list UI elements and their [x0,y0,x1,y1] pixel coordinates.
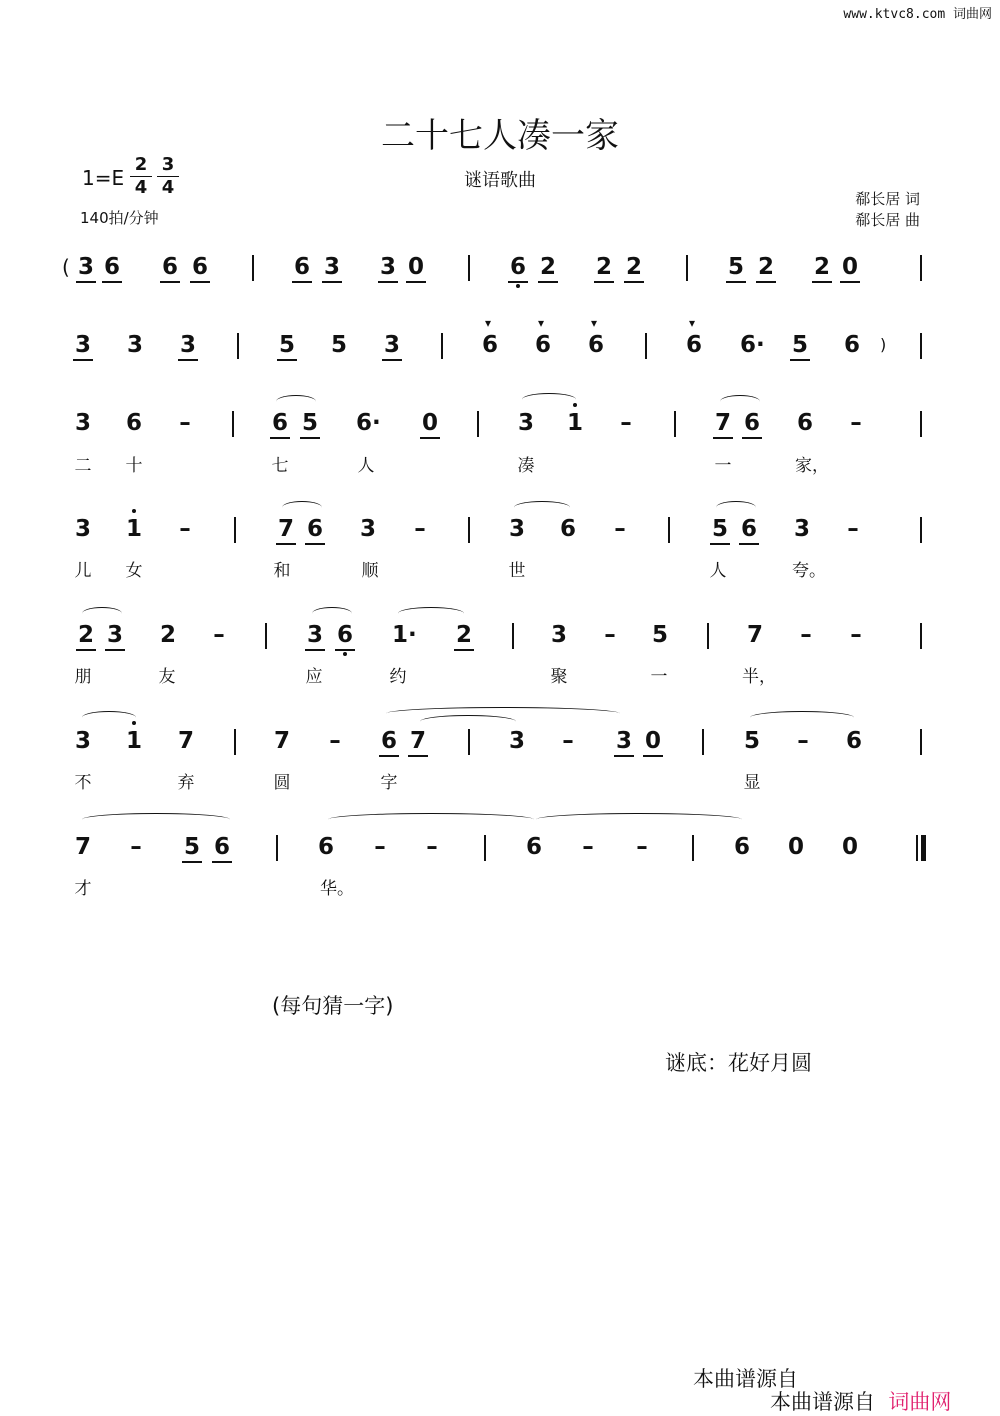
note: 3 [359,516,376,542]
lyric: 字 [380,773,398,793]
lyric: 顺 [361,561,379,581]
lyric: 一 [650,667,668,687]
note: 6· [740,332,765,358]
note: 3 [74,516,91,542]
lyric: 夸。 [792,561,826,581]
note: 1· [392,622,417,648]
note: ▾ 6 [586,331,606,359]
note: 6 [292,253,312,283]
lyric: 七 [271,456,289,476]
note: 7 [746,622,763,648]
note: – [850,410,862,436]
note: 5 [710,515,730,545]
score-row-2 [0,331,1000,371]
bar-line [232,411,234,437]
note: 0 [643,727,663,757]
score-row-4 [0,515,1000,555]
slur [522,393,576,406]
lyric: 家， [795,456,829,476]
note: 2 [756,253,776,283]
slur [420,715,516,728]
slur [276,395,316,408]
note: 3 [508,728,525,754]
note: 3 [793,516,810,542]
note: 2 [538,253,558,283]
note: 0 [787,834,804,860]
note: 2 [594,253,614,283]
bar-line [276,835,278,861]
lyric: 聚 [550,667,568,687]
score-row-3 [0,409,1000,449]
note: 3 [614,727,634,757]
lyric: 和 [273,561,291,581]
riddle-hint: (每句猜一字) [272,994,394,1018]
note: 3 [382,331,402,361]
footer-source-label: 本曲谱源自 [770,1390,875,1414]
note: 6 [742,409,762,439]
footer-source-shadow: 本曲谱源自 [693,1367,798,1391]
note: 5 [330,332,347,358]
note: 6 [508,253,528,283]
note: 6 [525,834,542,860]
note: 1 [566,410,583,436]
time-sig-numerator: 3 [161,154,175,175]
note: – [213,622,225,648]
lyric: 十 [125,456,143,476]
note: 3 [73,331,93,361]
note: 6 [317,834,334,860]
bar-line [920,729,922,755]
key-signature: 1=E [82,166,125,190]
lyric: 世 [508,561,526,581]
score-row-6 [0,727,1000,767]
site-watermark: www.ktvc8.com 词曲网 [843,7,992,22]
open-paren: ( [62,255,70,279]
bar-line [512,623,514,649]
note: – [179,516,191,542]
close-paren: ) [880,335,887,354]
note: 6 [160,253,180,283]
slur [514,501,570,514]
note: 6 [739,515,759,545]
note: 5 [743,728,760,754]
note: 0 [420,409,440,439]
note: 3 [74,410,91,436]
note: 0 [840,253,860,283]
note: 6 [845,728,862,754]
note: 3 [76,253,96,283]
slur [82,711,136,724]
note: 6 [733,834,750,860]
bar-line [477,411,479,437]
bar-line [468,255,470,281]
note: 5 [651,622,668,648]
song-title: 二十七人凑一家 [381,116,619,156]
note: – [604,622,616,648]
bar-line [920,517,922,543]
lyric: 人 [357,456,375,476]
note: – [426,834,438,860]
bar-line [645,333,647,359]
note: 1 [125,728,142,754]
note: 6 [796,410,813,436]
slur [716,501,756,514]
lyric: 才 [74,879,92,899]
bar-line [674,411,676,437]
slur [312,607,352,620]
note: – [797,728,809,754]
note: – [847,516,859,542]
slur [398,607,464,620]
note: 1 [125,516,142,542]
song-subtitle: 谜语歌曲 [464,170,536,191]
slur [282,501,322,514]
note: 6 [190,253,210,283]
note: 2 [812,253,832,283]
note: 6 [335,621,355,651]
note: 3 [378,253,398,283]
note: 5 [726,253,746,283]
note: 5 [277,331,297,361]
bar-line [252,255,254,281]
note: 6 [559,516,576,542]
bar-line [920,333,922,359]
slur [82,607,122,620]
note: ▾ 6 [480,331,500,359]
riddle-answer: 谜底：花好月圆 [665,1051,812,1075]
time-signature-3-4 [157,155,179,198]
note: 3 [517,410,534,436]
note: – [414,516,426,542]
note: 3 [74,728,91,754]
note: – [374,834,386,860]
note: 6 [102,253,122,283]
lyric: 圆 [273,773,291,793]
note: 6 [212,833,232,863]
note: 7 [276,515,296,545]
note: 5 [182,833,202,863]
lyric: 朋 [74,667,92,687]
note: 6· [356,410,381,436]
note: 3 [508,516,525,542]
bar-line [441,333,443,359]
slur [328,813,534,826]
note: ▾ 6 [684,331,704,359]
bar-line [237,333,239,359]
lyric: 不 [74,773,92,793]
bar-line [234,729,236,755]
bar-line [916,835,918,861]
lyric: 华。 [320,879,354,899]
note: – [130,834,142,860]
slur [536,813,742,826]
lyric: 儿 [74,561,92,581]
footer-source [770,1386,951,1416]
bar-line [702,729,704,755]
note: 0 [406,253,426,283]
note: 3 [550,622,567,648]
note: 0 [841,834,858,860]
note: 6 [305,515,325,545]
note: 7 [408,727,428,757]
note: – [636,834,648,860]
note: 6 [270,409,290,439]
note: – [562,728,574,754]
note: 2 [159,622,176,648]
lyric: 一 [714,456,732,476]
time-sig-numerator: 2 [134,154,148,175]
score-row-7 [0,833,1000,873]
bar-line [668,517,670,543]
lyric: 显 [743,773,761,793]
bar-line [707,623,709,649]
note: – [329,728,341,754]
lyric: 应 [305,667,323,687]
note: 3 [105,621,125,651]
slur [750,711,854,724]
slur [720,395,760,408]
footer-site-name: 词曲网 [888,1390,952,1414]
note: 7 [177,728,194,754]
lyric: 约 [389,667,407,687]
bar-line [265,623,267,649]
note: 7 [273,728,290,754]
note: – [800,622,812,648]
final-bar-line [921,835,926,861]
note: 2 [624,253,644,283]
tempo-marking: 140拍/分钟 [80,209,159,227]
note: – [614,516,626,542]
lyric: 二 [74,456,92,476]
lyric: 凑 [517,456,535,476]
bar-line [920,255,922,281]
note: 5 [300,409,320,439]
bar-line [484,835,486,861]
note: 3 [305,621,325,651]
bar-line [920,411,922,437]
note: – [582,834,594,860]
slur [82,813,230,826]
lyric: 友 [158,667,176,687]
bar-line [468,517,470,543]
note: – [179,410,191,436]
time-sig-denominator: 4 [161,177,175,198]
note: 6 [379,727,399,757]
note: 6 [843,332,860,358]
bar-line [234,517,236,543]
bar-line [692,835,694,861]
time-sig-denominator: 4 [134,177,148,198]
lyric: 半， [742,667,776,687]
bar-line [920,623,922,649]
note: 2 [454,621,474,651]
note: 5 [790,331,810,361]
note: 3 [322,253,342,283]
lyric: 人 [709,561,727,581]
note: – [850,622,862,648]
composer-credit: 郗长居 曲 [855,211,920,229]
bar-line [468,729,470,755]
note: 2 [76,621,96,651]
lyric: 弃 [177,773,195,793]
time-signature-2-4 [130,155,152,198]
note: 3 [178,331,198,361]
lyricist-credit: 郗长居 词 [855,190,920,208]
note: ▾ 6 [533,331,553,359]
note: 6 [125,410,142,436]
score-row-1 [0,253,1000,293]
lyric: 女 [125,561,143,581]
note: 7 [74,834,91,860]
score-row-5 [0,621,1000,661]
bar-line [686,255,688,281]
note: – [620,410,632,436]
note: 7 [713,409,733,439]
note: 3 [126,332,143,358]
